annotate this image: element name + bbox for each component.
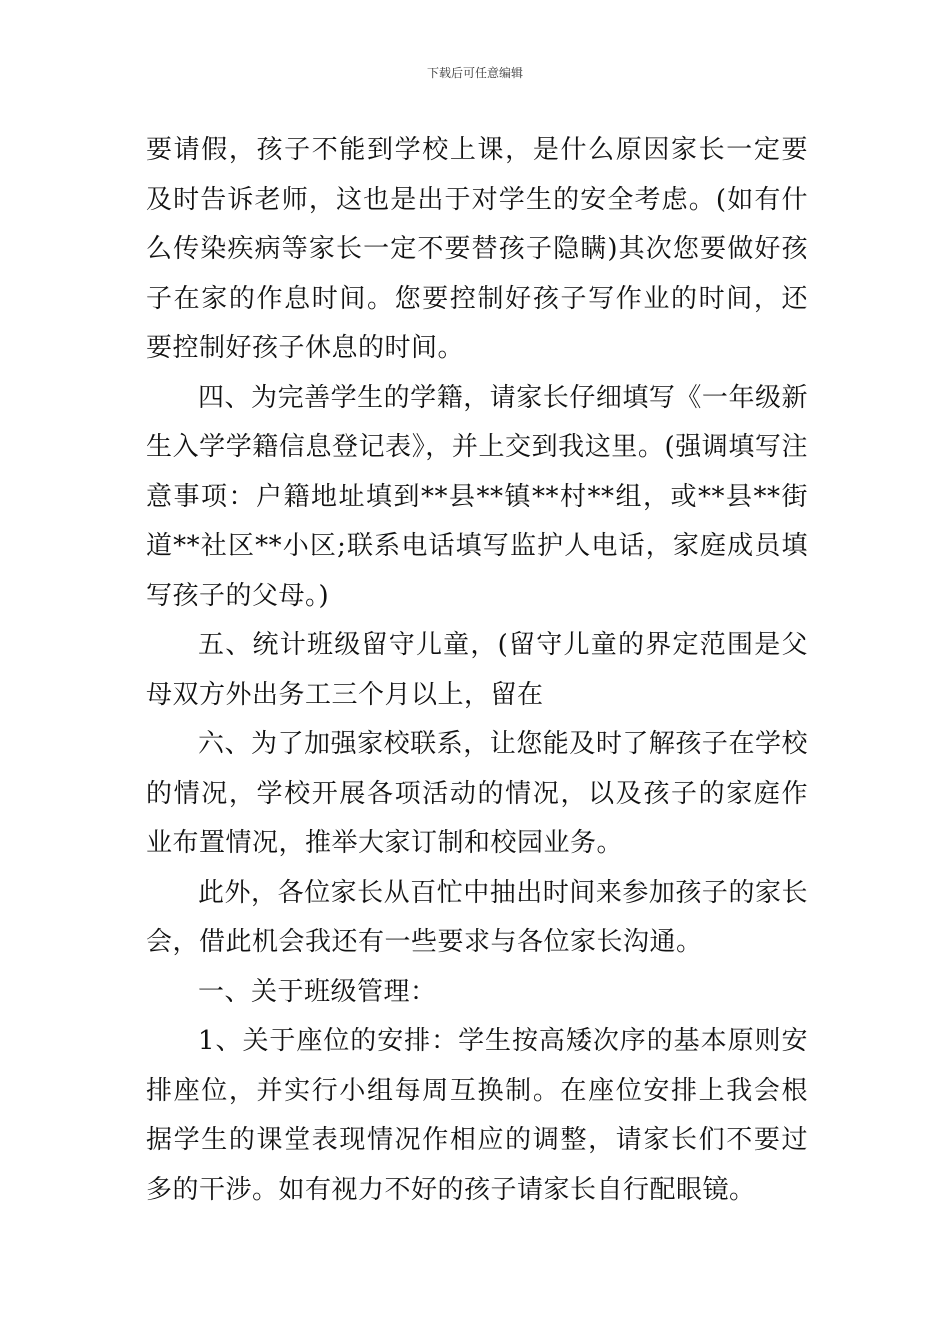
paragraph-section-five: 五、统计班级留守儿童，(留守儿童的界定范围是父母双方外出务工三个月以上，留在 bbox=[146, 630, 808, 710]
paragraph-additional: 此外，各位家长从百忙中抽出时间来参加孩子的家长会，借此机会我还有一些要求与各位家长沟通。 bbox=[146, 877, 808, 957]
document-body bbox=[146, 126, 808, 1215]
paragraph-seating: 1、关于座位的安排：学生按高矮次序的基本原则安排座位，并实行小组每周互换制。在座位安排上我会根据学生的课堂表现情况作相应的调整，请家长们不要过多的干涉。如有视力不好的孩子请家长自行配眼镜。 bbox=[146, 1026, 808, 1205]
page-header-note: 下载后可任意编辑 bbox=[426, 66, 523, 80]
paragraph-section-six: 六、为了加强家校联系，让您能及时了解孩子在学校的情况，学校开展各项活动的情况，以及孩子的家庭作业布置情况，推举大家订制和校园业务。 bbox=[146, 729, 808, 858]
paragraph-section-four: 四、为完善学生的学籍，请家长仔细填写《一年级新生入学学籍信息登记表》，并上交到我这里。(强调填写注意事项：户籍地址填到**县**镇**村**组，或**县**街道**社区**小区;联系电话填写监护人电话，家庭成员填写孩子的父母。) bbox=[146, 382, 808, 611]
paragraph-continuation: 要请假，孩子不能到学校上课，是什么原因家长一定要及时告诉老师，这也是出于对学生的安全考虑。(如有什么传染疾病等家长一定不要替孩子隐瞒)其次您要做好孩子在家的作息时间。您要控制好孩子写作业的时间，还要控制好孩子休息的时间。 bbox=[146, 135, 808, 363]
heading-class-management: 一、关于班级管理： bbox=[198, 976, 437, 1007]
